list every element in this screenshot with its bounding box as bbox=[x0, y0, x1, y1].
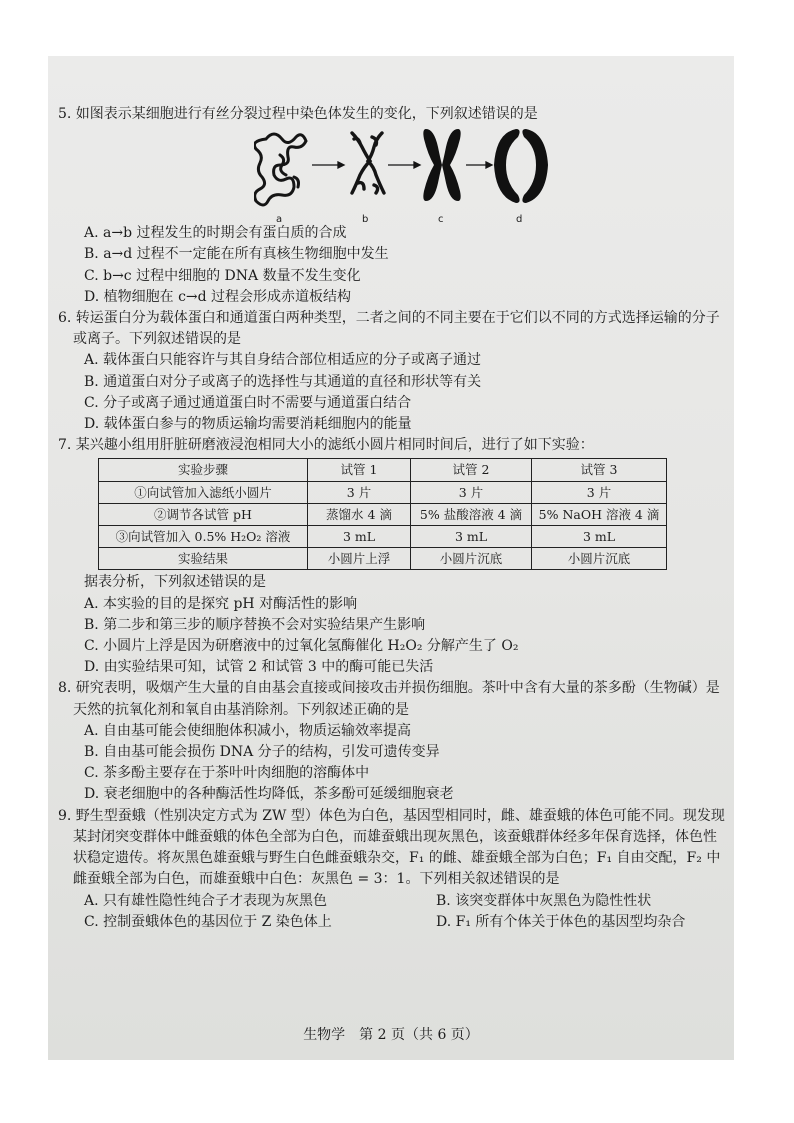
figure-label-d: d bbox=[516, 214, 523, 226]
table-cell: 3 片 bbox=[532, 481, 667, 503]
table-cell: 5% NaOH 溶液 4 滴 bbox=[532, 503, 667, 525]
question-8-option-b: B. 自由基可能会损伤 DNA 分子的结构，引发可遗传变异 bbox=[84, 744, 440, 761]
figure-label-c: c bbox=[438, 214, 444, 226]
table-header: 试管 2 bbox=[411, 459, 532, 481]
page-content bbox=[58, 104, 726, 933]
table-cell: ③向试管加入 0.5% H₂O₂ 溶液 bbox=[99, 526, 308, 548]
question-7-prompt: 据表分析，下列叙述错误的是 bbox=[84, 574, 266, 591]
chromosome-c bbox=[423, 129, 460, 201]
question-5-option-b: B. a→d 过程不一定能在所有真核生物细胞中发生 bbox=[84, 246, 389, 263]
figure-label-a: a bbox=[276, 214, 283, 226]
question-7-stem: 7. 某兴趣小组用肝脏研磨液浸泡相同大小的滤纸小圆片相同时间后，进行了如下实验： bbox=[58, 437, 594, 454]
question-7-option-c: C. 小圆片上浮是因为研磨液中的过氧化氢酶催化 H₂O₂ 分解产生了 O₂ bbox=[84, 638, 519, 655]
question-8-option-a: A. 自由基可能会使细胞体积减小，物质运输效率提高 bbox=[84, 722, 412, 739]
question-9-option-c: C. 控制蚕蛾体色的基因位于 Z 染色体上 bbox=[84, 913, 332, 930]
question-6-option-a: A. 载体蛋白只能容许与其自身结合部位相适应的分子或离子通过 bbox=[84, 352, 482, 369]
arrow-bc-icon bbox=[388, 162, 420, 168]
table-cell: 小圆片沉底 bbox=[411, 548, 532, 570]
table-row bbox=[99, 526, 667, 548]
question-6-option-d: D. 载体蛋白参与的物质运输均需要消耗细胞内的能量 bbox=[84, 416, 412, 433]
question-8-option-c: C. 茶多酚主要存在于茶叶叶肉细胞的溶酶体中 bbox=[84, 765, 370, 782]
table-cell: 3 mL bbox=[308, 526, 411, 548]
arrow-cd-icon bbox=[466, 162, 492, 168]
table-row bbox=[99, 503, 667, 525]
table-cell: 3 mL bbox=[532, 526, 667, 548]
table-cell: 3 片 bbox=[308, 481, 411, 503]
figure-label-b: b bbox=[362, 214, 369, 226]
question-9-option-b: B. 该突变群体中灰黑色为隐性性状 bbox=[436, 892, 652, 909]
table-header: 实验步骤 bbox=[99, 459, 308, 481]
table-row bbox=[99, 548, 667, 570]
chromosome-figure bbox=[254, 125, 554, 226]
question-5-option-d: D. 植物细胞在 c→d 过程会形成赤道板结构 bbox=[84, 288, 352, 305]
question-9-options-row-2 bbox=[58, 912, 726, 933]
chromatin-a bbox=[254, 134, 306, 205]
table-header-row bbox=[99, 459, 667, 481]
question-9-option-a: A. 只有雄性隐性纯合子才表现为灰黑色 bbox=[84, 892, 328, 909]
question-7-option-a: A. 本实验的目的是探究 pH 对酶活性的影响 bbox=[84, 595, 358, 612]
question-7-option-b: B. 第二步和第三步的顺序替换不会对实验结果产生影响 bbox=[84, 616, 426, 633]
question-5-option-c: C. b→c 过程中细胞的 DNA 数量不发生变化 bbox=[84, 267, 361, 284]
question-9-options-row-1 bbox=[58, 891, 726, 912]
table-cell: 小圆片上浮 bbox=[308, 548, 411, 570]
table-header: 试管 1 bbox=[308, 459, 411, 481]
exam-page bbox=[48, 56, 734, 1060]
table-cell: ①向试管加入滤纸小圆片 bbox=[99, 481, 308, 503]
table-cell: 3 mL bbox=[411, 526, 532, 548]
question-8-stem: 8. 研究表明，吸烟产生大量的自由基会直接或间接攻击并损伤细胞。茶叶中含有大量的茶多酚（生物碱）是天然的抗氧化剂和氧自由基消除剂。下列叙述正确的是 bbox=[58, 680, 720, 718]
chromosome-b bbox=[352, 133, 384, 193]
table-cell: 蒸馏水 4 滴 bbox=[308, 503, 411, 525]
table-cell: 5% 盐酸溶液 4 滴 bbox=[411, 503, 532, 525]
question-6-option-b: B. 通道蛋白对分子或离子的选择性与其通道的直径和形状等有关 bbox=[84, 373, 482, 390]
experiment-table bbox=[98, 458, 667, 570]
chromosome-d bbox=[494, 129, 548, 203]
question-7-option-d: D. 由实验结果可知，试管 2 和试管 3 中的酶可能已失活 bbox=[84, 659, 434, 676]
question-6-stem: 6. 转运蛋白分为载体蛋白和通道蛋白两种类型，二者之间的不同主要在于它们以不同的方式选择运输的分子或离子。下列叙述错误的是 bbox=[58, 310, 720, 348]
table-cell: 实验结果 bbox=[99, 548, 308, 570]
question-9-stem: 9. 野生型蚕蛾（性别决定方式为 ZW 型）体色为白色，基因型相同时，雌、雄蚕蛾的体色可能不同。现发现某封闭突变群体中雌蚕蛾的体色全部为白色，而雄蚕蛾出现灰黑色，该蚕蛾群体经多年保育选择，体色性状稳定遗传。将灰黑色雄蚕蛾与野生白色雌蚕蛾杂交，F₁ 的雌、雄蚕蛾全部为白色；F₁ 自由交配，F₂ 中雌蚕蛾全部为白色，而雄蚕蛾中白色：灰黑色 = 3：1。下列相关叙述错误的是 bbox=[58, 807, 725, 888]
table-cell: 3 片 bbox=[411, 481, 532, 503]
table-cell: 小圆片沉底 bbox=[532, 548, 667, 570]
question-9-option-d: D. F₁ 所有个体关于体色的基因型均杂合 bbox=[436, 913, 686, 930]
table-row bbox=[99, 481, 667, 503]
arrow-ab-icon bbox=[312, 162, 344, 168]
question-6-option-c: C. 分子或离子通过通道蛋白时不需要与通道蛋白结合 bbox=[84, 394, 412, 411]
question-5-stem: 5. 如图表示某细胞进行有丝分裂过程中染色体发生的变化，下列叙述错误的是 bbox=[58, 106, 538, 122]
question-5-option-a: A. a→b 过程发生的时期会有蛋白质的合成 bbox=[84, 225, 347, 242]
chromosome-diagram bbox=[254, 125, 554, 209]
table-header: 试管 3 bbox=[532, 459, 667, 481]
page-footer: 生物学 第 2 页（共 6 页） bbox=[303, 1027, 479, 1043]
question-8-option-d: D. 衰老细胞中的各种酶活性均降低，茶多酚可延缓细胞衰老 bbox=[84, 786, 454, 803]
table-cell: ②调节各试管 pH bbox=[99, 503, 308, 525]
